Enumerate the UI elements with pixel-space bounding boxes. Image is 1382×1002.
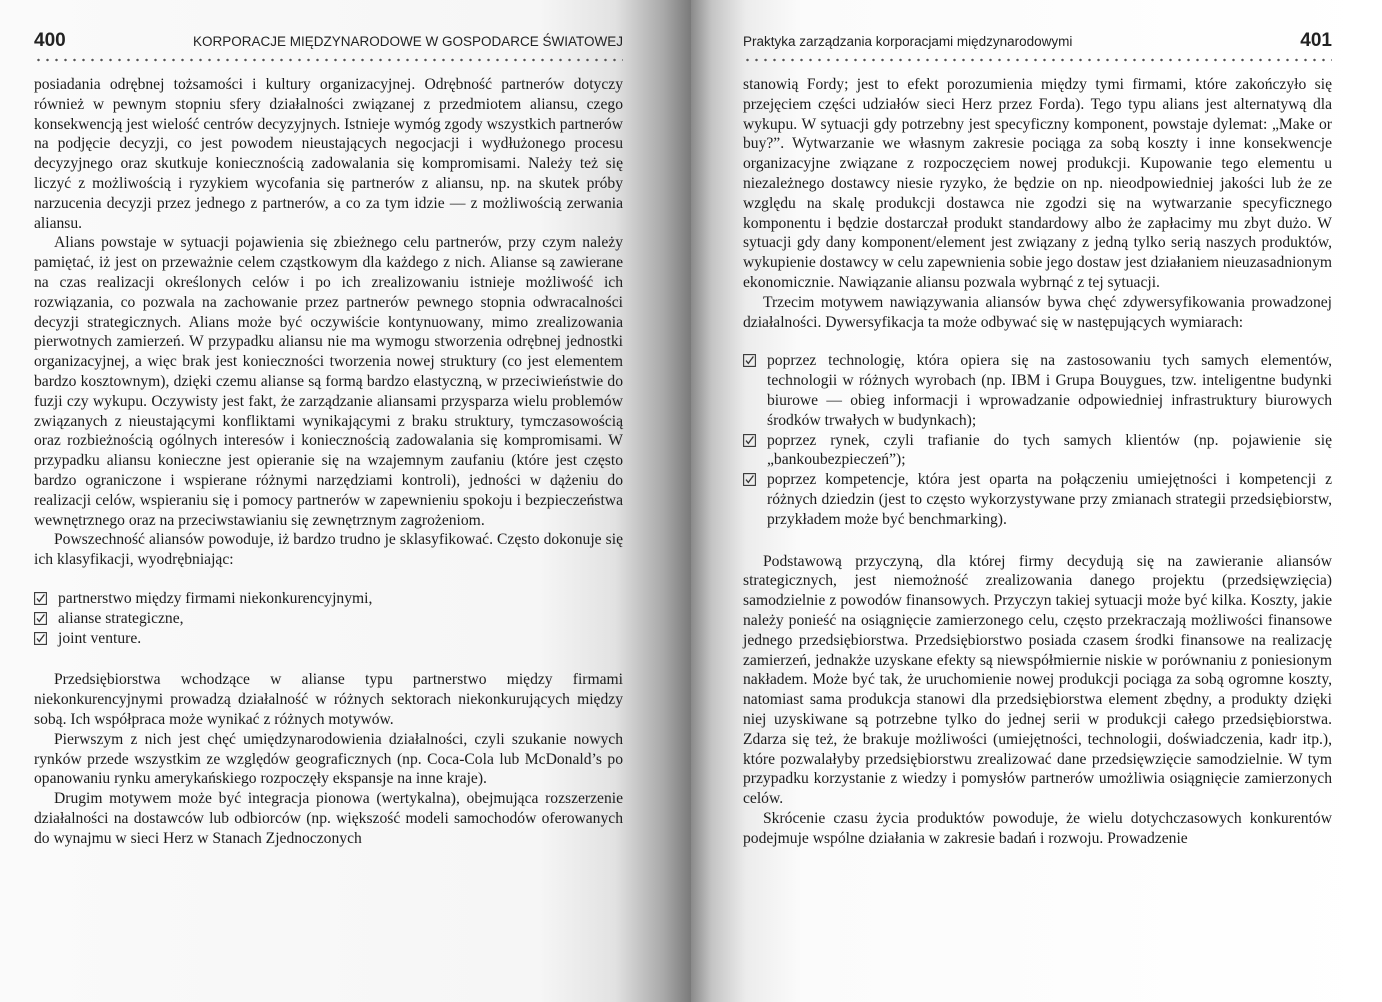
list-item (34, 589, 623, 609)
checkbox-icon (743, 354, 756, 367)
dotted-rule (743, 57, 1332, 63)
checkbox-icon (743, 473, 756, 486)
list-item (34, 609, 623, 629)
paragraph: posiadania odrębnej tożsamości i kultury organizacyjnej. Odrębność partnerów dotyczy również w pewnym stopniu sfery działalności związanej z przedmiotem aliansu, czego konsekwencją jest wielość centrów decyzyjnych. Istnieje wymóg zgody wszystkich partnerów na podjęcie decyzji, co jest powodem nieustających negocjacji i wydłużonego procesu decyzyjnego oraz skutkuje koniecznością zadowalania się kompromisami. Należy też się liczyć z możliwością i ryzykiem wycofania się partnerów z aliansu, np. na skutek próby narzucenia decyzji przez jednego z partnerów, a co za tym idzie — z możliwością zerwania aliansu. (34, 76, 623, 232)
paragraph: Przedsiębiorstwa wchodzące w alianse typu partnerstwo między firmami niekonkurencyjnymi prowadzą działalność w różnych sektorach niekonkurujących między sobą. Ich współpraca może wynikać z różnych motywów. (34, 671, 623, 728)
paragraph: stanowią Fordy; jest to efekt porozumienia między tymi firmami, które zakończyło się przejęciem części udziałów sieci Herz przez Forda). Tego typu alians jest alternatywą dla wykupu. W sytuacji gdy potrzebny jest specyficzny komponent, powstaje dylemat: „Make or buy?”. Wytwarzanie we własnym zakresie pociąga za sobą koszty i inne konsekwencje organizacyjne związane z rozpoczęciem nowej produkcji. Kupowanie tego elementu u niezależnego dostawcy niesie ryzyko, że będzie on np. nieodpowiedniej jakości lub że ze względu na skalę produkcji dostawca nie zgodzi się na wytwarzanie specyficznego komponentu i będzie dostarczał produkt standardowy albo że zapłacimy mu zbyt dużo. W sytuacji gdy dany komponent/element jest związany z jedną tylko serią naszych produktów, wykupienie dostawcy w celu zapewnienia sobie jego dostaw jest działaniem nieuzasadnionym ekonomicznie. Nawiązanie aliansu pozwala wybrnąć z tej sytuacji. (743, 76, 1332, 291)
checkbox-icon (34, 632, 47, 645)
paragraph: Podstawową przyczyną, dla której firmy decydują się na zawieranie aliansów strategicznych, jest niemożność zrealizowania danego projektu (przedsięwzięcia) samodzielnie z powodów finansowych. Przyczyn takiej sytuacji może być kilka. Koszty, jakie należy ponieść na osiągnięcie zamierzonego celu, często przekraczają możliwości finansowe jednego przedsiębiorstwa. Przedsiębiorstwo posiada czasem środki finansowe na realizację zamierzeń, jednakże uzyskane efekty są niewspółmiernie niskie w porównaniu z poniesionym nakładem. Może być tak, że uruchomienie nowej produkcji pociąga za sobą ogromne koszty, natomiast sama produkcja stanowi dla przedsiębiorstwa element zbędny, a produkty dzięki niej uzyskiwane są potrzebne tylko do jednej serii w produkcji całego przedsiębiorstwa. Zdarza się też, że brakuje możliwości (umiejętności, technologii, doświadczenia, kadr itp.), które pozwalałyby przedsiębiorstwu zrealizować dane przedsięwzięcie samodzielnie. W tym przypadku korzystanie z wiedzy i pomysłów partnerów umożliwia osiągnięcie zamierzonych celów. (743, 552, 1332, 808)
list-item-text: joint venture. (58, 629, 142, 647)
left-page-body (34, 75, 623, 848)
list-item-text: alianse strategiczne, (58, 609, 184, 627)
spacer (743, 332, 1332, 351)
list-item (743, 470, 1332, 529)
list-item (743, 431, 1332, 471)
spacer (743, 530, 1332, 552)
dotted-rule (34, 57, 623, 63)
list-item (743, 351, 1332, 430)
checkbox-list (34, 589, 623, 648)
paragraph: Skrócenie czasu życia produktów powoduje, że wielu dotychczasowych konkurentów podejmuje wspólne działania w zakresie badań i rozwoju. Prowadzenie (743, 809, 1332, 847)
paragraph: Drugim motywem może być integracja pionowa (wertykalna), obejmująca rozszerzenie działalności na dostawców lub odbiorców (np. większość modeli samochodów oferowanych do wynajmu w sieci Herz w Stanach Zjednoczonych (34, 790, 623, 847)
page-number: 401 (1300, 30, 1332, 51)
running-title: KORPORACJE MIĘDZYNARODOWE W GOSPODARCE ŚWIATOWEJ (192, 34, 623, 49)
paragraph: Trzecim motywem nawiązywania aliansów bywa chęć zdywersyfikowania prowadzonej działalności. Dywersyfikacja ta może odbywać się w następujących wymiarach: (743, 293, 1332, 331)
spacer (34, 570, 623, 589)
paragraph: Alians powstaje w sytuacji pojawienia się zbieżnego celu partnerów, przy czym należy pamiętać, iż jest on przeważnie celem cząstkowym dla każdego z nich. Alianse są zawierane na czas realizacji określonych celów i po ich zrealizowaniu istnieje możliwość ich rozwiązania, co pozwala na zachowanie przez partnerów pewnego stopnia odwracalności decyzji strategicznych. Alians może być oczywiście kontynuowany, mimo zrealizowania pierwotnych zamierzeń. W przypadku aliansu nie ma wymogu stworzenia odrębnej jednostki organizacyjnej, a więc brak jest konieczności tworzenia nowej struktury (co jest elementem bardzo kosztownym), dzięki czemu alianse są formą bardzo elastyczną, w przeciwieństwie do fuzji czy wykupu. Oczywisty jest fakt, że zarządzanie aliansami przysparza wielu problemów związanych z nieustającymi konfliktami wynikającymi z braku struktury, tymczasowością oraz rozbieżnością ogólnych interesów i koniecznością zadowalania się kompromisami. W przypadku aliansu konieczne jest opieranie się na wzajemnym zaufaniu (które jest często bardzo ograniczone i wspierane różnymi narzędziami kontroli), jedności w dążeniu do realizacji celów, wspieraniu się i pomocy partnerów w zapewnieniu spokoju i bezpieczeństwa wewnętrznego oraz na przeciwstawianiu się zewnętrznym zagrożeniom. (34, 234, 623, 529)
checkbox-icon (743, 434, 756, 447)
checkbox-list (743, 351, 1332, 529)
running-title: Praktyka zarządzania korporacjami międzynarodowymi (743, 34, 1073, 49)
list-item-text: poprzez rynek, czyli trafianie do tych samych klientów (np. pojawienie się „bankoubezpieczeń”); (767, 431, 1332, 469)
paragraph: Powszechność aliansów powoduje, iż bardzo trudno je sklasyfikować. Często dokonuje się ich klasyfikacji, wyodrębniając: (34, 531, 623, 569)
list-item (34, 629, 623, 649)
right-page-body (743, 75, 1332, 848)
paragraph: Pierwszym z nich jest chęć umiędzynarodowienia działalności, czyli szukanie nowych rynków przede wszystkim ze względów geograficznych (np. Coca-Cola lub McDonald’s po opanowaniu rynku amerykańskiego rozpoczęły ekspansje na inne kraje). (34, 730, 623, 788)
list-item-text: partnerstwo między firmami niekonkurencyjnymi, (58, 589, 373, 607)
right-page (691, 0, 1382, 1002)
spacer (34, 648, 623, 670)
list-item-text: poprzez technologię, która opiera się na zastosowaniu tych samych elementów, technologii w różnych wyrobach (np. IBM i Grupa Bouygues, tzw. inteligentne budynki biurowe — obieg informacji i wprowadzanie odpowiedniej infrastruktury biurowych środków trwałych w budynkach); (767, 352, 1332, 429)
list-item-text: poprzez kompetencje, która jest oparta na połączeniu umiejętności i kompetencji z różnych dziedzin (jest to często wykorzystywane przy zmianach strategii przedsiębiorstw, przykładem może być benchmarking). (767, 471, 1332, 528)
checkbox-icon (34, 592, 47, 605)
right-page-header (743, 30, 1332, 54)
left-page-header (34, 30, 623, 54)
page-number: 400 (34, 30, 66, 51)
checkbox-icon (34, 612, 47, 625)
